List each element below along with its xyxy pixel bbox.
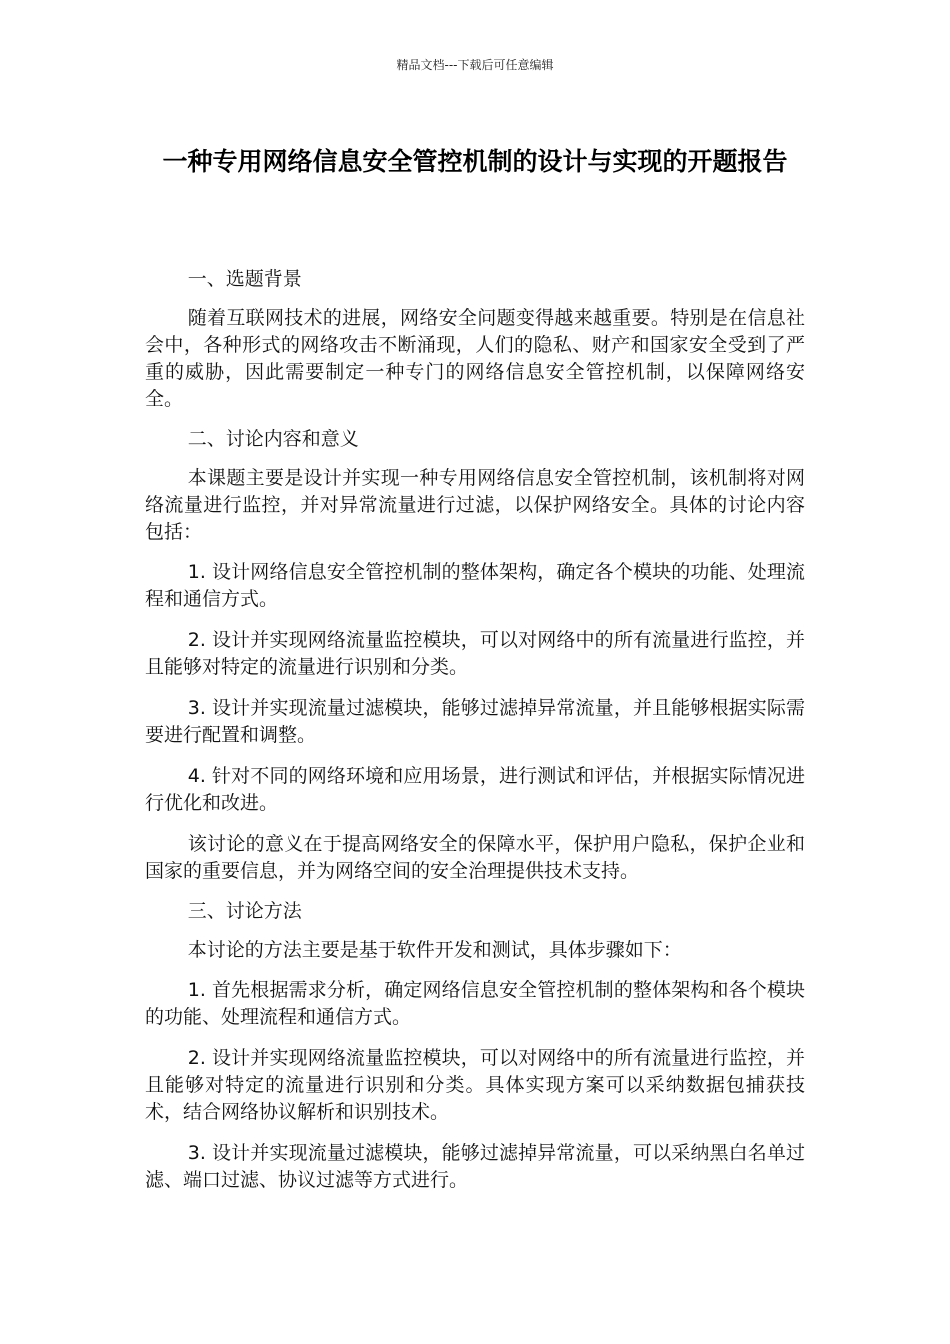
paragraph-background: 随着互联网技术的进展，网络安全问题变得越来越重要。特别是在信息社会中，各种形式的网络攻击不断涌现，人们的隐私、财产和国家安全受到了严重的威胁，因此需要制定一种专门的网络信息安全管控机制，以保障网络安全。 <box>145 307 805 410</box>
list-item-content-4: 4. 针对不同的网络环境和应用场景，进行测试和评估，并根据实际情况进行优化和改进。 <box>145 765 805 814</box>
paragraph-method-intro: 本讨论的方法主要是基于软件开发和测试，具体步骤如下： <box>187 939 682 961</box>
paragraph-significance: 该讨论的意义在于提高网络安全的保障水平，保护用户隐私，保护企业和国家的重要信息，并为网络空间的安全治理提供技术支持。 <box>145 833 805 882</box>
page-header-note: 精品文档---下载后可任意编辑 <box>396 58 554 72</box>
section-heading-method: 三、讨论方法 <box>187 900 302 922</box>
paragraph-content-intro: 本课题主要是设计并实现一种专用网络信息安全管控机制，该机制将对网络流量进行监控，并对异常流量进行过滤，以保护网络安全。具体的讨论内容包括： <box>145 467 805 543</box>
list-item-method-1: 1. 首先根据需求分析，确定网络信息安全管控机制的整体架构和各个模块的功能、处理流程和通信方式。 <box>145 979 805 1028</box>
list-item-method-2: 2. 设计并实现网络流量监控模块，可以对网络中的所有流量进行监控，并且能够对特定的流量进行识别和分类。具体实现方案可以采纳数据包捕获技术，结合网络协议解析和识别技术。 <box>145 1047 805 1123</box>
list-item-content-1: 1. 设计网络信息安全管控机制的整体架构，确定各个模块的功能、处理流程和通信方式。 <box>145 561 805 610</box>
list-item-method-3: 3. 设计并实现流量过滤模块，能够过滤掉异常流量，可以采纳黑白名单过滤、端口过滤、协议过滤等方式进行。 <box>145 1142 805 1191</box>
section-heading-content: 二、讨论内容和意义 <box>187 428 359 450</box>
document-body <box>145 266 805 1208</box>
section-heading-background: 一、选题背景 <box>187 268 302 290</box>
document-title: 一种专用网络信息安全管控机制的设计与实现的开题报告 <box>162 147 788 176</box>
list-item-content-2: 2. 设计并实现网络流量监控模块，可以对网络中的所有流量进行监控，并且能够对特定的流量进行识别和分类。 <box>145 629 805 678</box>
list-item-content-3: 3. 设计并实现流量过滤模块，能够过滤掉异常流量，并且能够根据实际需要进行配置和调整。 <box>145 697 805 746</box>
